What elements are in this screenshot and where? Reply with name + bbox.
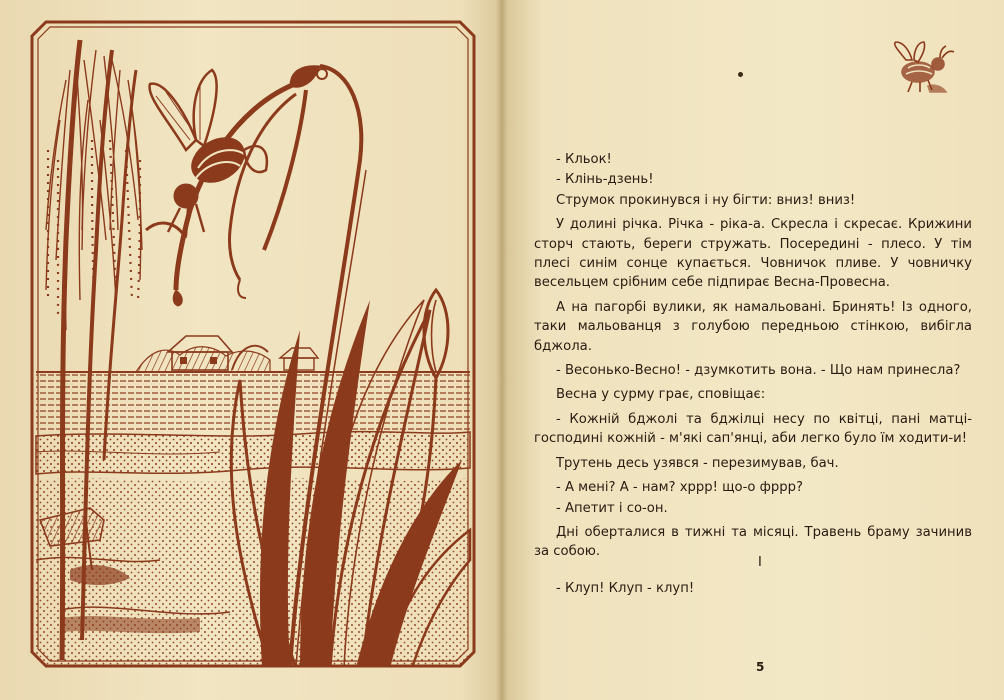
book-gutter <box>496 0 508 700</box>
river <box>36 432 470 474</box>
paragraph: А на пагорбі вулики, як намальовані. Бринять! Із одного, таки мальованця з голубою передньою стінкою, вибігла бджола. <box>534 299 972 354</box>
paragraph: Весна у сурму грає, сповіщає: <box>556 387 766 403</box>
paragraph: - Кльок! <box>556 152 612 167</box>
paragraph: Дні оберталися в тижні та місяці. Травень браму зачинив за собою. <box>534 524 972 560</box>
paragraph: Трутень десь узявся - перезимував, бач. <box>556 455 839 471</box>
paragraph: - Кожній бджолі та бджілці несу по квітці, пані матці-господині кожній - м'які сап'янці, аби легко було їм ходити-и! <box>534 411 972 447</box>
section-mark: I <box>758 555 762 570</box>
closing-line: - Клуп! Клуп - клуп! <box>556 581 695 596</box>
paragraph: Струмок прокинувся і ну бігти: вниз! вниз! <box>556 192 856 208</box>
paragraph: - Клінь-дзень! <box>556 172 654 188</box>
paragraph: У долині річка. Річка - ріка-а. Скресла і скресає. Крижини сторч стають, береги стружать. Посередині - плесо. У тім плесі синім сонце купається. Човничок пливе. У човничку весельцем срібним себе підпирає Весна-Провесна. <box>534 217 972 291</box>
page-number: 5 <box>756 660 765 674</box>
bee-emblem-icon <box>884 38 958 96</box>
paragraph: - Апетит і со-он. <box>556 500 668 516</box>
story-text <box>534 150 972 567</box>
paragraph: - А мені? А - нам? хррр! що-о фррр? <box>556 480 804 496</box>
paragraph: - Весонько-Весно! - дзумкотить вона. - Що нам принесла? <box>556 363 961 379</box>
decorative-dot <box>738 72 743 77</box>
